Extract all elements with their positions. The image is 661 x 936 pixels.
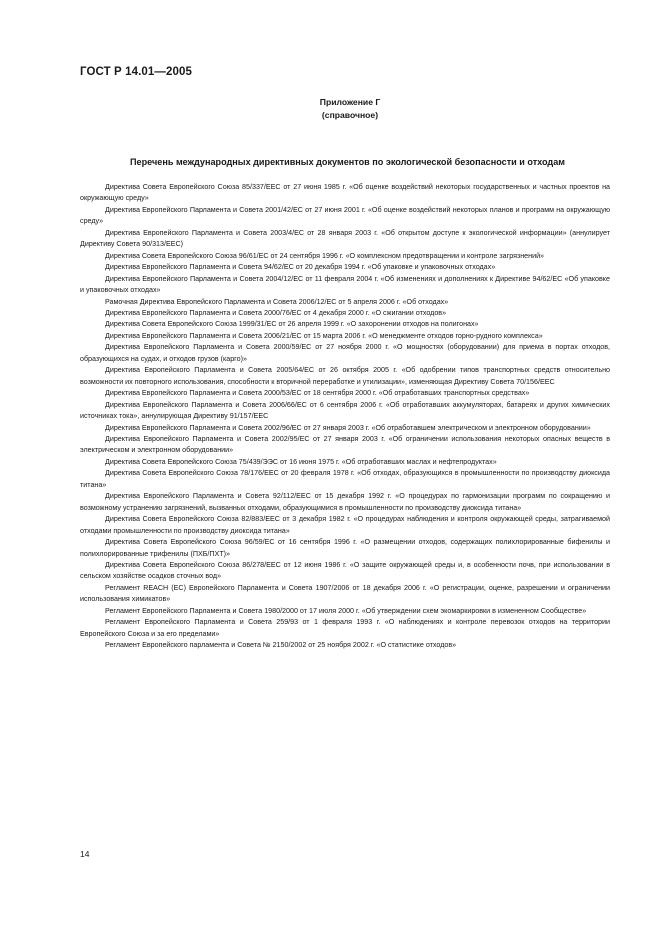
list-item: Регламент Европейского Парламента и Совета 259/93 от 1 февраля 1993 г. «О наблюдениях и контроле перевозок отходов на территории Европейского Союза и за его пределами» [80,618,610,638]
list-item: Регламент REACH (ЕС) Европейского Парламента и Совета 1907/2006 от 18 декабря 2006 г. «О регистрации, оценке, разрешении и ограничении использования химикатов» [80,583,610,604]
list-item: Директива Европейского Парламента и Совета 94/62/ЕС от 20 декабря 1994 г. «Об упаковке и упаковочных отходах» [105,263,496,272]
list-item: Директива Европейского Парламента и Совета 2000/53/ЕС от 18 сентября 2000 г. «Об отработавших транспортных средствах» [105,389,530,398]
list-item: Директива Европейского Парламента и Совета 2000/59/ЕС от 27 ноября 2000 г. «О мощностях (оборудовании) для приема в портах отходов, образующихся на судах, и отходов грузов (карго)» [80,343,610,363]
list-item: Директива Совета Европейского Союза 75/439/ЭЭС от 16 июня 1975 г. «Об отработавших маслах и нефтепродуктах» [105,457,497,466]
list-item: Директива Совета Европейского Союза 96/59/ЕС от 16 сентября 1996 г. «О размещении отходов, содержащих полихлорированные бифенилы и полихлорированные трифенилы (ПХБ/ПХТ)» [80,538,610,558]
list-item: Директива Европейского Парламента и Совета 2004/12/ЕС от 11 февраля 2004 г. «Об изменениях и дополнениях к Директиве 94/62/ЕС «Об упаковке и упаковочных отходах» [80,274,610,295]
annex-type: (справочное) [321,110,379,120]
standard-code: ГОСТ Р 14.01—2005 [80,66,192,78]
annex-title: Приложение Г [319,97,381,107]
list-item: Директива Европейского Парламента и Совета 2001/42/ЕС от 27 июня 2001 г. «Об оценке воздействий некоторых планов и программ на окружающую среду» [80,205,610,226]
list-item: Регламент Европейского парламента и Совета № 2150/2002 от 25 ноября 2002 г. «О статистике отходов» [105,641,457,650]
list-item: Рамочная Директива Европейского Парламента и Совета 2006/12/ЕС от 5 апреля 2006 г. «Об отходах» [105,297,449,306]
directive-list [80,182,610,652]
list-item: Директива Европейского Парламента и Совета 2003/4/ЕС от 28 января 2003 г. «Об открытом доступе к экологической информации» (аннулирует Директиву Совета 90/313/EEC) [80,228,610,249]
list-item: Директива Совета Европейского Союза 82/883/EEC от 3 декабря 1982 г. «О процедурах наблюдения и контроля окружающей среды, затрагиваемой отходами промышленности по производству диоксида титана» [80,515,610,535]
list-item: Директива Европейского Парламента и Совета 2000/76/ЕС от 4 декабря 2000 г. «О сжигании отходов» [105,308,447,317]
list-item: Регламент Европейского Парламента и Совета 1980/2000 от 17 июля 2000 г. «Об утверждении схем экомаркировки в измененном Сообществе» [105,606,587,615]
page-number: 14 [80,849,90,859]
list-item: Директива Совета Европейского Союза 96/61/ЕС от 24 сентября 1996 г. «О комплексном предотвращении и контроле загрязнений» [105,251,545,260]
list-item: Директива Совета Европейского Союза 86/278/EEC от 12 июня 1986 г. «О защите окружающей среды и, в особенности почв, при использовании в сельском хозяйстве осадков сточных вод» [80,560,610,581]
list-item: Директива Совета Европейского Союза 85/337/EEC от 27 июня 1985 г. «Об оценке воздействий некоторых государственных и частных проектов на окружающую среду» [80,183,610,203]
list-item: Директива Европейского Парламента и Совета 2006/21/ЕС от 15 марта 2006 г. «О менеджменте отходов горно-рудного комплекса» [105,331,543,340]
list-item: Директива Европейского Парламента и Совета 2006/66/ЕС от 6 сентября 2006 г. «Об отработавших аккумуляторах, батареях и других химических источниках тока», аннулирующая Директиву 91/157/EEC [80,400,610,421]
annex-heading [290,96,410,122]
list-item: Директива Совета Европейского Союза 1999/31/ЕС от 26 апреля 1999 г. «О захоронении отходов на полигонах» [105,320,479,329]
list-item: Директива Европейского Парламента и Совета 2002/96/ЕС от 27 января 2003 г. «Об отработавшем электрическом и электронном оборудовании» [105,423,591,432]
list-item: Директива Европейского Парламента и Совета 2005/64/ЕС от 26 октября 2005 г. «Об одобрении типов транспортных средств относительно возможности их повторного использования, способности к вторичной переработке и утилизации», изменяющая Директиву Совета 70/156/EEC [80,366,610,386]
document-title: Перечень международных директивных документов по экологической безопасности и отходам [130,157,565,167]
list-item: Директива Европейского Парламента и Совета 2002/95/ЕС от 27 января 2003 г. «Об ограничении использования некоторых опасных веществ в электрическом и электронном оборудовании» [80,434,610,455]
list-item: Директива Совета Европейского Союза 78/176/EEC от 20 февраля 1978 г. «Об отходах, образующихся в промышленности по производству диоксида титана» [80,469,610,489]
list-item: Директива Европейского Парламента и Совета 92/112/EEC от 15 декабря 1992 г. «О процедурах по гармонизации программ по сокращению и возможному устранению загрязнений, вызванных отходами, образующимися в промышленности по производству диоксида титана» [80,492,610,512]
